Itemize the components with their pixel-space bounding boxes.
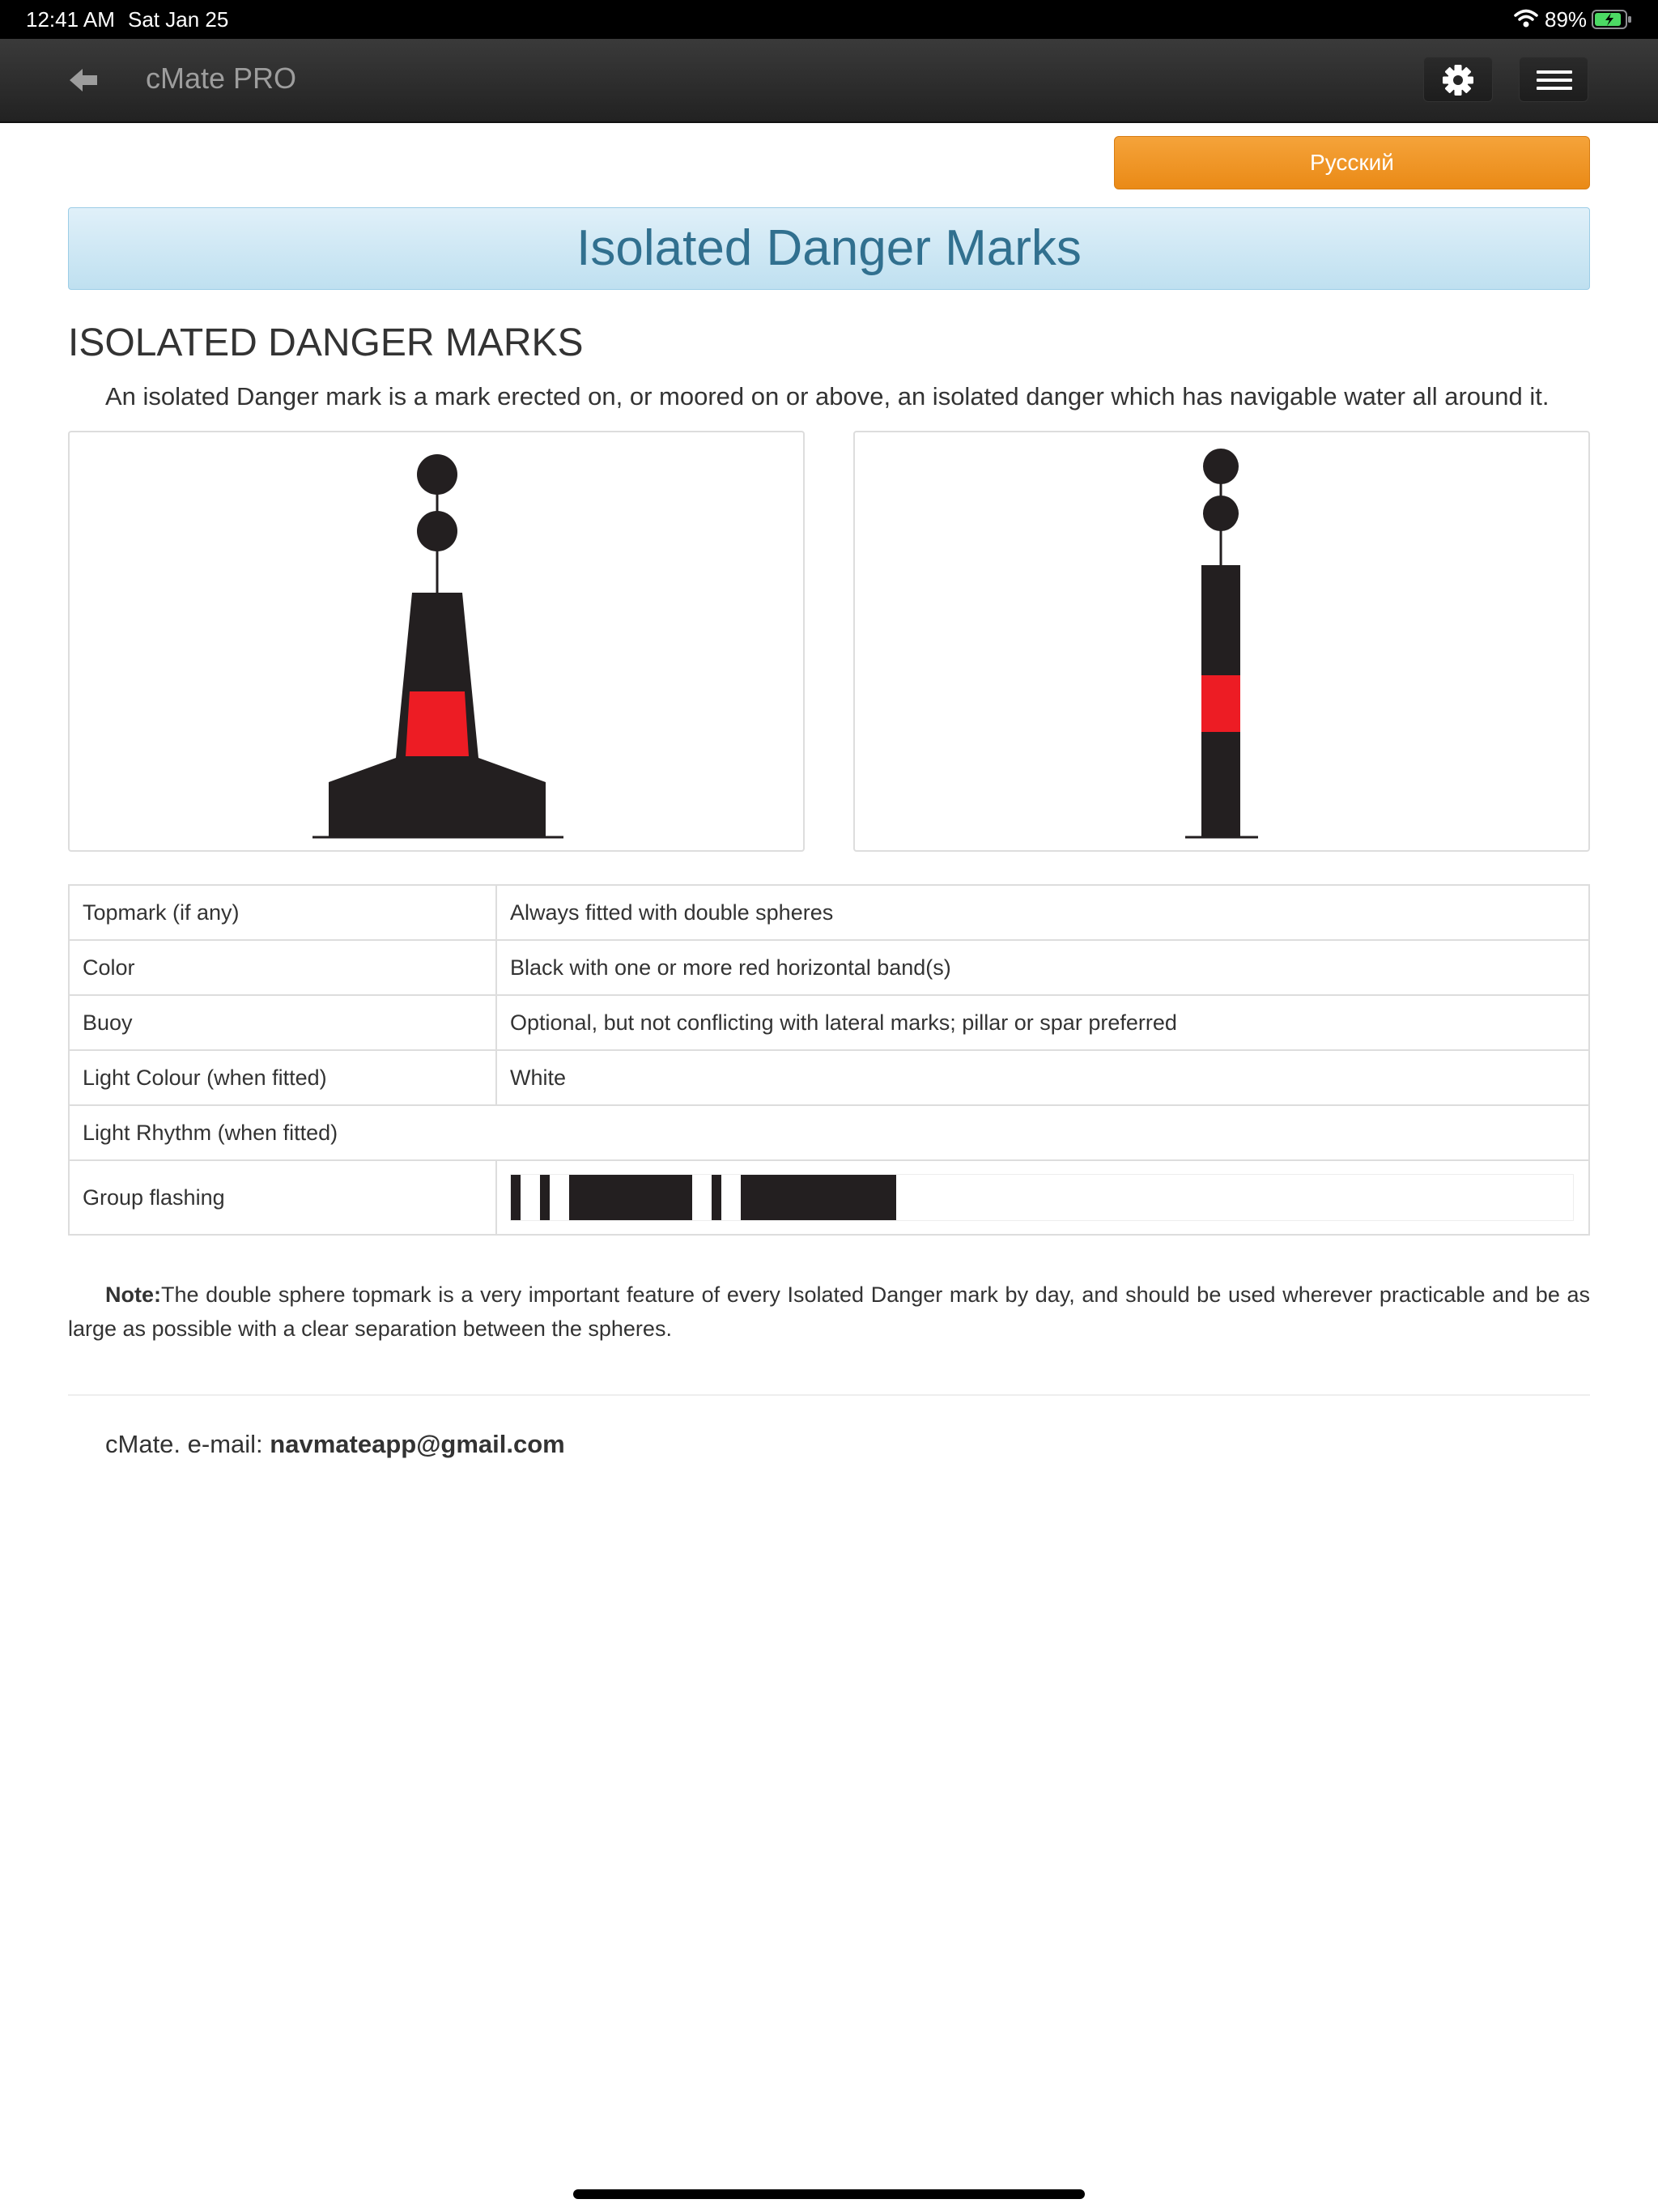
status-date: Sat Jan 25 [128, 7, 229, 32]
table-row [69, 1160, 1589, 1235]
home-indicator[interactable] [573, 2189, 1085, 2199]
battery-percent: 89% [1545, 7, 1588, 32]
topmark-sphere-lower [417, 511, 457, 551]
row-label: Light Colour (when fitted) [69, 1050, 496, 1105]
flash [721, 1175, 741, 1220]
footer [105, 1430, 565, 1459]
light-rhythm-cell [496, 1160, 1589, 1235]
row-label: Topmark (if any) [69, 885, 496, 940]
row-label: Buoy [69, 995, 496, 1050]
note-label: Note: [105, 1283, 161, 1307]
pillar-buoy-panel [68, 431, 805, 852]
divider [68, 1394, 1590, 1396]
topmark-sphere-upper [417, 454, 457, 495]
row-value: Black with one or more red horizontal band(s) [496, 940, 1589, 995]
spar-buoy-panel [853, 431, 1590, 852]
flash [521, 1175, 540, 1220]
footer-email[interactable]: navmateapp@gmail.com [270, 1430, 565, 1458]
back-button[interactable] [58, 62, 104, 99]
app-title: cMate PRO [146, 62, 297, 95]
row-label: Color [69, 940, 496, 995]
red-band [1201, 675, 1240, 732]
footer-prefix: cMate. e-mail: [105, 1430, 263, 1458]
row-label: Group flashing [69, 1160, 496, 1235]
table-row [69, 995, 1589, 1050]
intro-text: An isolated Danger mark is a mark erected on, or moored on or above, an isolated danger which has navigable water all around it. [105, 382, 1550, 410]
page-title: Isolated Danger Marks [68, 207, 1590, 290]
language-button[interactable]: Русский [1114, 136, 1590, 189]
battery-icon [1592, 10, 1632, 29]
menu-button[interactable] [1519, 57, 1588, 102]
gear-icon [1440, 64, 1476, 96]
flash [550, 1175, 569, 1220]
table-row [69, 1105, 1589, 1160]
row-value: Always fitted with double spheres [496, 885, 1589, 940]
row-value: Optional, but not conflicting with lateral marks; pillar or spar preferred [496, 995, 1589, 1050]
settings-button[interactable] [1423, 57, 1493, 102]
wifi-icon [1514, 8, 1538, 29]
red-band [406, 691, 469, 756]
table-row [69, 885, 1589, 940]
table-row [69, 940, 1589, 995]
row-value: White [496, 1050, 1589, 1105]
note [68, 1278, 1590, 1346]
table-row [69, 1050, 1589, 1105]
status-bar [0, 0, 1658, 39]
topmark-sphere-lower [1203, 496, 1239, 531]
spar-buoy-illustration [855, 432, 1588, 850]
row-label: Light Rhythm (when fitted) [69, 1105, 1589, 1160]
section-heading: ISOLATED DANGER MARKS [68, 321, 584, 364]
characteristics-table [68, 884, 1590, 1236]
flash [692, 1175, 712, 1220]
status-time: 12:41 AM [26, 7, 115, 32]
pillar-buoy-illustration [70, 432, 803, 850]
arrow-left-icon [58, 62, 104, 99]
navbar [0, 39, 1658, 123]
topmark-sphere-upper [1203, 449, 1239, 484]
note-text: The double sphere topmark is a very important feature of every Isolated Danger mark by day, and should be used wherever practicable and be as large as possible with a clear separation between the spheres. [68, 1283, 1590, 1341]
light-rhythm-diagram [510, 1174, 1574, 1221]
